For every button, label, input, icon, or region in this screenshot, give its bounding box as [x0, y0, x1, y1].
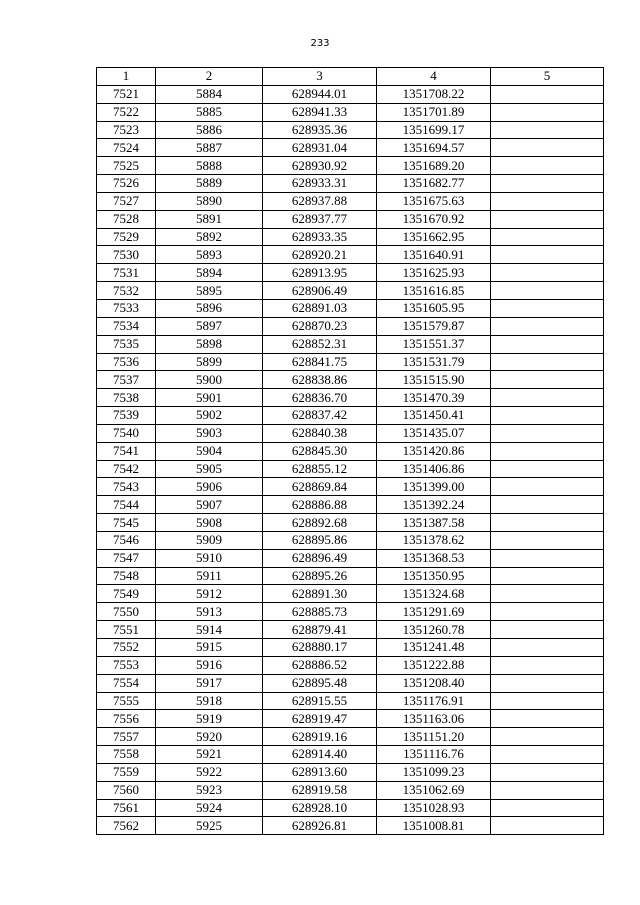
table-cell: 1351350.95 [377, 567, 491, 585]
table-cell: 5885 [156, 103, 263, 121]
table-cell: 628933.35 [263, 228, 377, 246]
table-cell: 1351579.87 [377, 317, 491, 335]
table-row [97, 353, 604, 371]
table-cell: 1351368.53 [377, 549, 491, 567]
table-row [97, 496, 604, 514]
table-cell: 1351008.81 [377, 817, 491, 835]
table-cell: 628937.88 [263, 192, 377, 210]
table-row [97, 157, 604, 175]
table-cell [491, 531, 604, 549]
table-cell: 628933.31 [263, 175, 377, 193]
table-cell: 7545 [97, 514, 156, 532]
table-row [97, 799, 604, 817]
table-cell: 1351028.93 [377, 799, 491, 817]
table-cell: 7521 [97, 85, 156, 103]
table-cell: 1351420.86 [377, 442, 491, 460]
table-cell: 7549 [97, 585, 156, 603]
table-row [97, 817, 604, 835]
table-cell: 1351701.89 [377, 103, 491, 121]
table-cell: 628880.17 [263, 639, 377, 657]
page-number: 233 [310, 38, 330, 49]
table-cell: 628926.81 [263, 817, 377, 835]
table-cell [491, 585, 604, 603]
table-cell: 628915.55 [263, 692, 377, 710]
table-cell: 628879.41 [263, 621, 377, 639]
table-cell: 5896 [156, 299, 263, 317]
table-cell: 628919.58 [263, 781, 377, 799]
table-cell: 5915 [156, 639, 263, 657]
table-cell: 5893 [156, 246, 263, 264]
table-cell: 628840.38 [263, 424, 377, 442]
table-cell [491, 299, 604, 317]
table-cell: 1351324.68 [377, 585, 491, 603]
table-cell: 5901 [156, 389, 263, 407]
table-cell: 7542 [97, 460, 156, 478]
table-cell: 5890 [156, 192, 263, 210]
table-cell [491, 192, 604, 210]
table-cell: 7531 [97, 264, 156, 282]
table-cell: 7525 [97, 157, 156, 175]
table-cell [491, 656, 604, 674]
table-cell [491, 514, 604, 532]
table-cell [491, 674, 604, 692]
table-row [97, 460, 604, 478]
table-row [97, 639, 604, 657]
table-cell: 1351625.93 [377, 264, 491, 282]
table-cell: 7547 [97, 549, 156, 567]
table-cell: 628870.23 [263, 317, 377, 335]
table-cell [491, 282, 604, 300]
table-cell: 7552 [97, 639, 156, 657]
table-cell: 7544 [97, 496, 156, 514]
table-cell [491, 85, 604, 103]
table-cell: 5925 [156, 817, 263, 835]
table-cell: 1351675.63 [377, 192, 491, 210]
table-cell: 5916 [156, 656, 263, 674]
table-cell: 1351222.88 [377, 656, 491, 674]
table-cell: 628895.26 [263, 567, 377, 585]
table-cell: 628886.88 [263, 496, 377, 514]
table-cell: 7538 [97, 389, 156, 407]
table-cell [491, 371, 604, 389]
table-cell: 7526 [97, 175, 156, 193]
table-row [97, 692, 604, 710]
table-cell: 5908 [156, 514, 263, 532]
table-row [97, 478, 604, 496]
table-cell: 628944.01 [263, 85, 377, 103]
table-cell: 5902 [156, 407, 263, 425]
table-cell: 1351392.24 [377, 496, 491, 514]
table-cell: 628891.03 [263, 299, 377, 317]
table-cell: 628913.60 [263, 763, 377, 781]
table-cell: 5887 [156, 139, 263, 157]
table-header-row [97, 68, 604, 86]
table-cell: 7557 [97, 728, 156, 746]
table-cell: 5914 [156, 621, 263, 639]
table-cell: 7543 [97, 478, 156, 496]
table-row [97, 246, 604, 264]
table-row [97, 549, 604, 567]
table-cell: 628941.33 [263, 103, 377, 121]
table-cell [491, 246, 604, 264]
table-cell: 628838.86 [263, 371, 377, 389]
table-cell: 5920 [156, 728, 263, 746]
table-cell [491, 264, 604, 282]
table-cell: 628914.40 [263, 746, 377, 764]
table-row [97, 567, 604, 585]
table-row [97, 442, 604, 460]
table-cell: 5921 [156, 746, 263, 764]
table-cell [491, 567, 604, 585]
table-cell: 1351699.17 [377, 121, 491, 139]
table-cell: 1351670.92 [377, 210, 491, 228]
table-cell: 5905 [156, 460, 263, 478]
table-cell: 628845.30 [263, 442, 377, 460]
table-cell: 5922 [156, 763, 263, 781]
table-row [97, 514, 604, 532]
table-cell: 7540 [97, 424, 156, 442]
table-cell [491, 389, 604, 407]
table-row [97, 424, 604, 442]
table-cell [491, 335, 604, 353]
table-cell: 7530 [97, 246, 156, 264]
table-cell [491, 817, 604, 835]
table-cell: 7541 [97, 442, 156, 460]
table-row [97, 139, 604, 157]
table-cell: 7532 [97, 282, 156, 300]
table-cell: 7548 [97, 567, 156, 585]
table-cell: 7534 [97, 317, 156, 335]
table-cell: 1351378.62 [377, 531, 491, 549]
table-cell: 1351099.23 [377, 763, 491, 781]
table-cell [491, 710, 604, 728]
table-cell: 1351689.20 [377, 157, 491, 175]
table-cell: 7527 [97, 192, 156, 210]
table-cell: 5898 [156, 335, 263, 353]
table-cell [491, 496, 604, 514]
table-cell [491, 639, 604, 657]
table-cell: 7539 [97, 407, 156, 425]
column-header: 4 [377, 68, 491, 86]
table-cell: 1351116.76 [377, 746, 491, 764]
table-row [97, 603, 604, 621]
table-cell: 5892 [156, 228, 263, 246]
table-row [97, 228, 604, 246]
table-cell: 7529 [97, 228, 156, 246]
table-cell: 628895.86 [263, 531, 377, 549]
table-cell: 7553 [97, 656, 156, 674]
table-cell: 7536 [97, 353, 156, 371]
table-cell: 1351616.85 [377, 282, 491, 300]
table-cell: 1351694.57 [377, 139, 491, 157]
column-header: 5 [491, 68, 604, 86]
table-cell [491, 175, 604, 193]
table-cell: 5891 [156, 210, 263, 228]
table-cell [491, 317, 604, 335]
table-cell: 5913 [156, 603, 263, 621]
table-row [97, 656, 604, 674]
table-cell: 7533 [97, 299, 156, 317]
table-cell [491, 549, 604, 567]
table-row [97, 531, 604, 549]
table-cell: 1351551.37 [377, 335, 491, 353]
table-row [97, 299, 604, 317]
table-cell: 7555 [97, 692, 156, 710]
table-row [97, 175, 604, 193]
column-header: 2 [156, 68, 263, 86]
table-cell: 5906 [156, 478, 263, 496]
table-cell [491, 139, 604, 157]
table-cell: 5918 [156, 692, 263, 710]
table-row [97, 85, 604, 103]
table-cell: 1351291.69 [377, 603, 491, 621]
table-cell: 1351208.40 [377, 674, 491, 692]
table-row [97, 371, 604, 389]
table-body [97, 85, 604, 834]
table-cell: 1351062.69 [377, 781, 491, 799]
column-header: 3 [263, 68, 377, 86]
table-cell: 1351640.91 [377, 246, 491, 264]
table-cell: 7562 [97, 817, 156, 835]
table-cell [491, 728, 604, 746]
table-cell: 7535 [97, 335, 156, 353]
table-cell: 628837.42 [263, 407, 377, 425]
table-cell: 628896.49 [263, 549, 377, 567]
table-cell [491, 781, 604, 799]
table-cell: 5903 [156, 424, 263, 442]
table-row [97, 710, 604, 728]
table-cell: 5886 [156, 121, 263, 139]
table-cell: 628885.73 [263, 603, 377, 621]
table-row [97, 317, 604, 335]
table-row [97, 282, 604, 300]
table-cell: 1351682.77 [377, 175, 491, 193]
table-cell: 5924 [156, 799, 263, 817]
table-cell: 1351241.48 [377, 639, 491, 657]
table-cell: 5899 [156, 353, 263, 371]
table-cell: 628841.75 [263, 353, 377, 371]
table-cell: 5917 [156, 674, 263, 692]
table-cell: 5911 [156, 567, 263, 585]
table-cell: 1351531.79 [377, 353, 491, 371]
table-cell [491, 103, 604, 121]
table-cell: 7524 [97, 139, 156, 157]
table-cell: 5897 [156, 317, 263, 335]
table-cell: 7537 [97, 371, 156, 389]
table-cell: 1351435.07 [377, 424, 491, 442]
table-cell: 7550 [97, 603, 156, 621]
table-cell: 5909 [156, 531, 263, 549]
table-cell [491, 746, 604, 764]
table-cell [491, 210, 604, 228]
table-cell [491, 424, 604, 442]
table-cell: 1351176.91 [377, 692, 491, 710]
table-row [97, 407, 604, 425]
table-cell: 628931.04 [263, 139, 377, 157]
table-cell: 7561 [97, 799, 156, 817]
table-cell: 1351260.78 [377, 621, 491, 639]
table-row [97, 103, 604, 121]
table-cell: 1351399.00 [377, 478, 491, 496]
table-cell: 628913.95 [263, 264, 377, 282]
table-cell: 628892.68 [263, 514, 377, 532]
table-row [97, 121, 604, 139]
table-cell [491, 763, 604, 781]
table-cell: 7559 [97, 763, 156, 781]
table-row [97, 763, 604, 781]
table-cell: 628930.92 [263, 157, 377, 175]
table-cell: 7551 [97, 621, 156, 639]
table-cell: 628906.49 [263, 282, 377, 300]
table-cell: 1351151.20 [377, 728, 491, 746]
table-cell: 5907 [156, 496, 263, 514]
table-cell: 7556 [97, 710, 156, 728]
table-cell: 1351662.95 [377, 228, 491, 246]
table-cell: 628895.48 [263, 674, 377, 692]
table-cell: 7523 [97, 121, 156, 139]
table-cell: 1351605.95 [377, 299, 491, 317]
table-cell: 5912 [156, 585, 263, 603]
table-cell: 5889 [156, 175, 263, 193]
table-cell: 1351387.58 [377, 514, 491, 532]
table-cell [491, 621, 604, 639]
table-row [97, 728, 604, 746]
table-cell: 5919 [156, 710, 263, 728]
table-cell [491, 407, 604, 425]
table-cell: 1351515.90 [377, 371, 491, 389]
table-cell: 5895 [156, 282, 263, 300]
table-cell: 628935.36 [263, 121, 377, 139]
table-cell [491, 460, 604, 478]
table-cell: 628869.84 [263, 478, 377, 496]
table-cell: 628928.10 [263, 799, 377, 817]
table-cell: 628891.30 [263, 585, 377, 603]
column-header: 1 [97, 68, 156, 86]
table-row [97, 192, 604, 210]
table-cell: 5888 [156, 157, 263, 175]
table-cell [491, 603, 604, 621]
table-cell [491, 228, 604, 246]
table-row [97, 389, 604, 407]
table-cell [491, 121, 604, 139]
table-cell: 628855.12 [263, 460, 377, 478]
table-cell: 5904 [156, 442, 263, 460]
table-cell: 628920.21 [263, 246, 377, 264]
table-cell: 5884 [156, 85, 263, 103]
table-cell: 5900 [156, 371, 263, 389]
table-cell: 1351406.86 [377, 460, 491, 478]
table-cell: 1351470.39 [377, 389, 491, 407]
table-cell: 628937.77 [263, 210, 377, 228]
table-row [97, 335, 604, 353]
table-cell: 7558 [97, 746, 156, 764]
table-cell [491, 353, 604, 371]
table-row [97, 210, 604, 228]
table-cell: 7528 [97, 210, 156, 228]
table-row [97, 674, 604, 692]
table-row [97, 621, 604, 639]
table-cell [491, 799, 604, 817]
table-cell: 5923 [156, 781, 263, 799]
table-row [97, 585, 604, 603]
table-cell: 628919.16 [263, 728, 377, 746]
table-cell: 1351708.22 [377, 85, 491, 103]
table-row [97, 781, 604, 799]
table-cell [491, 442, 604, 460]
table-cell: 7546 [97, 531, 156, 549]
table-cell: 5894 [156, 264, 263, 282]
table-cell [491, 157, 604, 175]
table-row [97, 264, 604, 282]
table-cell: 628886.52 [263, 656, 377, 674]
table-cell: 7522 [97, 103, 156, 121]
table-cell: 1351163.06 [377, 710, 491, 728]
table-cell: 7554 [97, 674, 156, 692]
table-row [97, 746, 604, 764]
table-cell [491, 478, 604, 496]
coordinates-table [96, 67, 604, 835]
table-cell: 1351450.41 [377, 407, 491, 425]
table-cell: 628836.70 [263, 389, 377, 407]
table-cell: 628852.31 [263, 335, 377, 353]
table-cell: 628919.47 [263, 710, 377, 728]
table-cell: 5910 [156, 549, 263, 567]
table-cell [491, 692, 604, 710]
table-cell: 7560 [97, 781, 156, 799]
